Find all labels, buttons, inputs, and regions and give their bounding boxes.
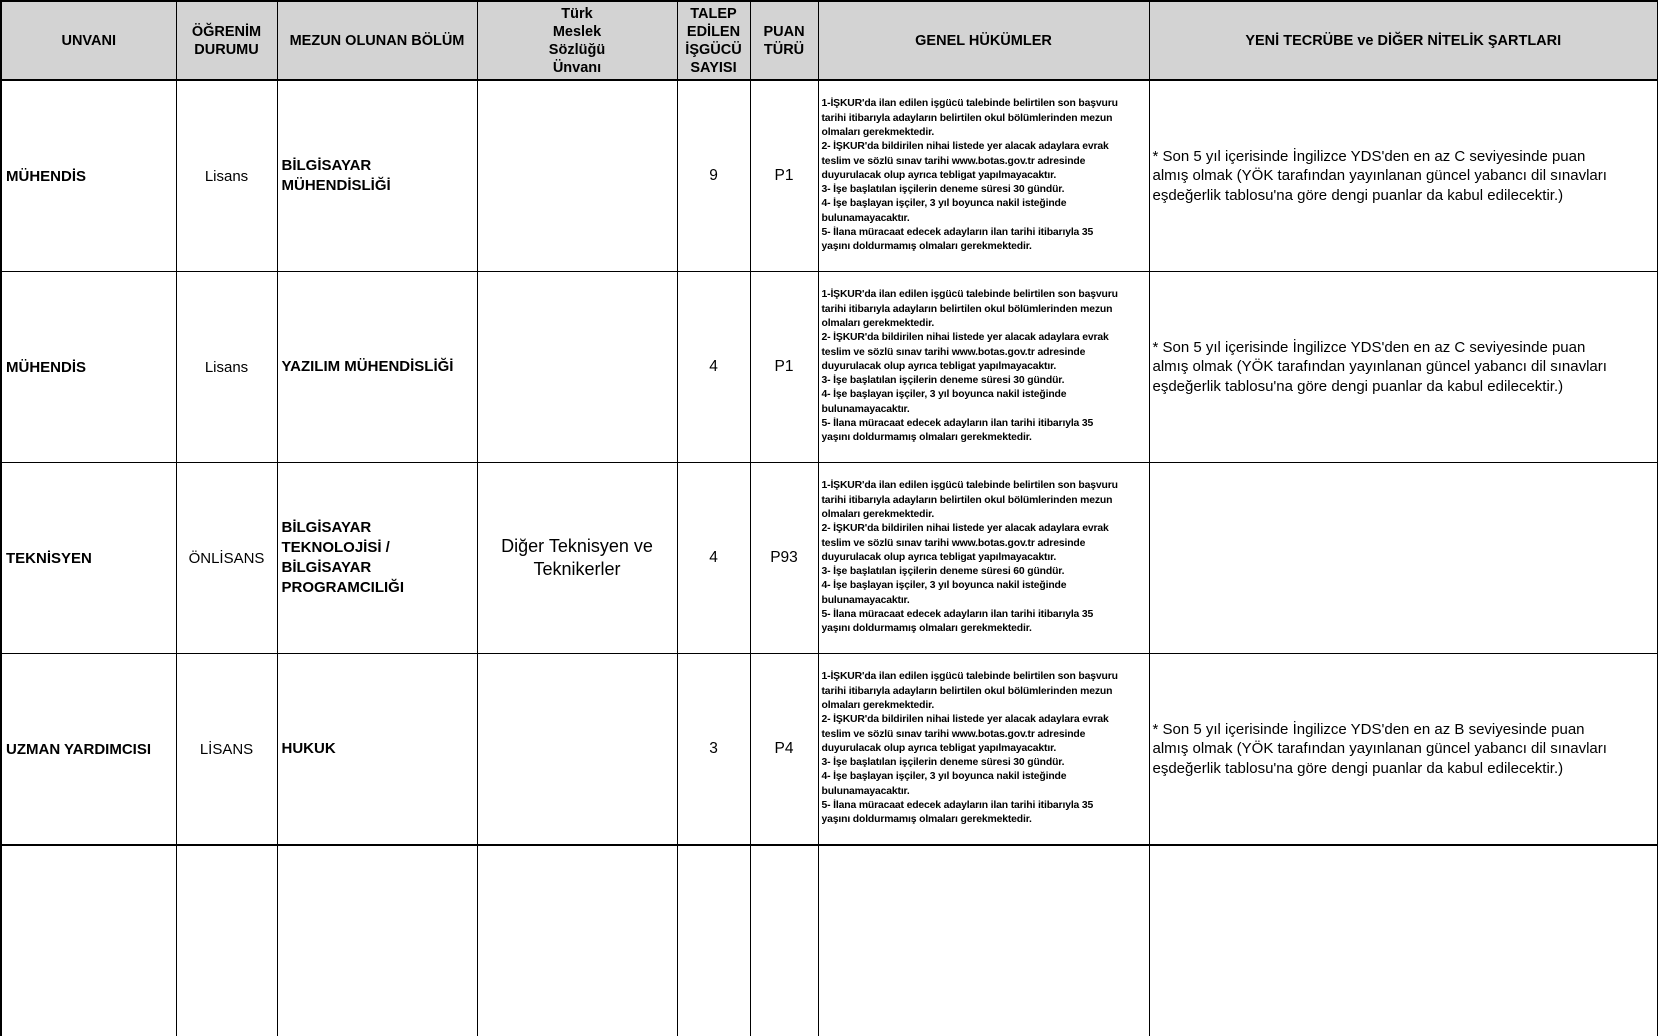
table-row: [1, 80, 1658, 272]
cell-ogrenim-durumu: [176, 272, 277, 463]
meslek-line: Diğer Teknisyen ve: [501, 536, 653, 556]
header-meslek-line: Sözlüğü: [548, 41, 606, 58]
genel-hukum-line: yaşını doldurmamış olmaları gerekmektedir.: [821, 623, 1032, 635]
header-mezun-bolum: [277, 1, 477, 80]
genel-hukum-line: duyurulacak olup ayrıca tebligat yapılmayacaktır.: [821, 742, 1057, 754]
genel-hukum-line: tarihi itibarıyla adayların belirtilen okul bölümlerinden mezun: [821, 685, 1113, 697]
header-puan-turu: [750, 1, 818, 80]
header-ogrenim-line: ÖĞRENİM: [191, 23, 262, 40]
ogrenim-text: LİSANS: [199, 740, 254, 758]
nitelik-line: eşdeğerlik tablosu'na göre dengi puanlar da kabul edilecektir.): [1152, 377, 1564, 395]
bolum-line: BİLGİSAYAR: [281, 519, 372, 536]
genel-hukum-line: 5- İlana müracaat edecek adayların ilan tarihi itibarıyla 35: [821, 418, 1094, 430]
genel-hukum-line: 2- İŞKUR'da bildirilen nihai listede yer alacak adaylara evrak: [821, 332, 1109, 344]
cell-puan-turu: [750, 463, 818, 654]
cell-genel-hukumler: [818, 80, 1149, 272]
cell-nitelik-sartlari: [1149, 80, 1658, 272]
genel-hukum-line: duyurulacak olup ayrıca tebligat yapılmayacaktır.: [821, 551, 1057, 563]
genel-hukum-line: teslim ve sözlü sınav tarihi www.botas.gov.tr adresinde: [821, 155, 1086, 167]
genel-hukum-line: 3- İşe başlatılan işçilerin deneme süresi 60 gündür.: [821, 566, 1065, 578]
empty-cell: [477, 845, 677, 1036]
table-row: [1, 463, 1658, 654]
empty-cell: [176, 845, 277, 1036]
header-puan-line: TÜRÜ: [763, 41, 805, 58]
genel-hukum-line: teslim ve sözlü sınav tarihi www.botas.gov.tr adresinde: [821, 537, 1086, 549]
genel-hukum-line: olmaları gerekmektedir.: [821, 317, 935, 329]
header-ogrenim-line: DURUMU: [194, 41, 259, 58]
genel-hukum-line: duyurulacak olup ayrıca tebligat yapılmayacaktır.: [821, 360, 1057, 372]
nitelik-line: almış olmak (YÖK tarafından yayınlanan güncel yabancı dil sınavları: [1152, 740, 1607, 758]
genel-hukum-line: 2- İŞKUR'da bildirilen nihai listede yer alacak adaylara evrak: [821, 714, 1109, 726]
unvani-text: TEKNİSYEN: [6, 549, 92, 567]
header-mezun-bolum-label: MEZUN OLUNAN BÖLÜM: [289, 32, 465, 49]
cell-talep-sayisi: [677, 463, 750, 654]
header-unvani-label: UNVANI: [61, 32, 116, 49]
genel-hukum-line: tarihi itibarıyla adayların belirtilen okul bölümlerinden mezun: [821, 303, 1113, 315]
genel-hukum-line: 5- İlana müracaat edecek adayların ilan tarihi itibarıyla 35: [821, 800, 1094, 812]
cell-mezun-bolum: [277, 463, 477, 654]
header-talep-line: İŞGÜCÜ: [685, 41, 742, 58]
genel-hukum-line: teslim ve sözlü sınav tarihi www.botas.gov.tr adresinde: [821, 728, 1086, 740]
ogrenim-text: ÖNLİSANS: [188, 549, 265, 567]
genel-hukum-line: 4- İşe başlayan işçiler, 3 yıl boyunca nakil isteğinde: [821, 771, 1067, 783]
empty-cell: [677, 845, 750, 1036]
sayi-text: 3: [709, 740, 718, 757]
bolum-line: HUKUK: [281, 740, 336, 757]
bolum-line: BİLGİSAYAR: [281, 559, 372, 576]
header-talep-line: TALEP: [690, 5, 737, 22]
genel-hukum-line: bulunamayacaktır.: [821, 785, 910, 797]
table-row-partial: [1, 845, 1658, 1036]
genel-hukum-line: 3- İşe başlatılan işçilerin deneme süresi 30 gündür.: [821, 184, 1065, 196]
nitelik-line: eşdeğerlik tablosu'na göre dengi puanlar da kabul edilecektir.): [1152, 186, 1564, 204]
cell-talep-sayisi: [677, 654, 750, 846]
genel-hukum-line: tarihi itibarıyla adayların belirtilen okul bölümlerinden mezun: [821, 112, 1113, 124]
cell-talep-sayisi: [677, 272, 750, 463]
empty-cell: [1, 845, 176, 1036]
puan-text: P4: [774, 740, 794, 757]
cell-meslek-sozlugu: [477, 80, 677, 272]
bolum-line: BİLGİSAYAR: [281, 157, 372, 174]
header-genel-hukumler: [818, 1, 1149, 80]
genel-hukum-line: 5- İlana müracaat edecek adayların ilan tarihi itibarıyla 35: [821, 227, 1094, 239]
genel-hukum-line: 1-İŞKUR'da ilan edilen işgücü talebinde belirtilen son başvuru: [821, 289, 1118, 301]
cell-meslek-sozlugu: [477, 654, 677, 846]
genel-hukum-line: 3- İşe başlatılan işçilerin deneme süresi 30 gündür.: [821, 375, 1065, 387]
cell-mezun-bolum: [277, 80, 477, 272]
header-unvani: [1, 1, 176, 80]
cell-genel-hukumler: [818, 272, 1149, 463]
cell-mezun-bolum: [277, 272, 477, 463]
genel-hukum-line: 2- İŞKUR'da bildirilen nihai listede yer alacak adaylara evrak: [821, 523, 1109, 535]
genel-hukum-line: 4- İşe başlayan işçiler, 3 yıl boyunca nakil isteğinde: [821, 389, 1067, 401]
bolum-line: YAZILIM MÜHENDİSLİĞİ: [281, 358, 454, 375]
header-meslek-line: Ünvanı: [552, 59, 602, 76]
nitelik-line: almış olmak (YÖK tarafından yayınlanan güncel yabancı dil sınavları: [1152, 358, 1607, 376]
puan-text: P93: [770, 549, 798, 566]
table-row: [1, 272, 1658, 463]
cell-meslek-sozlugu: [477, 272, 677, 463]
genel-hukum-line: 2- İŞKUR'da bildirilen nihai listede yer alacak adaylara evrak: [821, 141, 1109, 153]
unvani-text: MÜHENDİS: [6, 358, 87, 376]
genel-hukum-line: tarihi itibarıyla adayların belirtilen okul bölümlerinden mezun: [821, 494, 1113, 506]
cell-genel-hukumler: [818, 463, 1149, 654]
ogrenim-text: Lisans: [204, 167, 249, 185]
cell-nitelik-sartlari: [1149, 654, 1658, 846]
cell-unvani: [1, 463, 176, 654]
header-puan-line: PUAN: [763, 23, 805, 40]
header-meslek-line: Meslek: [552, 23, 602, 40]
bolum-line: MÜHENDİSLİĞİ: [281, 177, 391, 194]
header-ogrenim-durumu: [176, 1, 277, 80]
nitelik-line: eşdeğerlik tablosu'na göre dengi puanlar da kabul edilecektir.): [1152, 759, 1564, 777]
nitelik-line: * Son 5 yıl içerisinde İngilizce YDS'den en az B seviyesinde puan: [1152, 720, 1585, 738]
sayi-text: 4: [709, 549, 718, 566]
cell-ogrenim-durumu: [176, 463, 277, 654]
header-nitelik-sartlari: [1149, 1, 1658, 80]
cell-unvani: [1, 654, 176, 846]
genel-hukum-line: 3- İşe başlatılan işçilerin deneme süresi 30 gündür.: [821, 757, 1065, 769]
unvani-text: UZMAN YARDIMCISI: [6, 740, 152, 758]
cell-unvani: [1, 80, 176, 272]
header-meslek-line: Türk: [561, 5, 593, 22]
header-row: [1, 1, 1658, 80]
nitelik-line: * Son 5 yıl içerisinde İngilizce YDS'den en az C seviyesinde puan: [1152, 338, 1586, 356]
table-row: [1, 654, 1658, 846]
cell-meslek-sozlugu: [477, 463, 677, 654]
cell-mezun-bolum: [277, 654, 477, 846]
genel-hukum-line: bulunamayacaktır.: [821, 594, 910, 606]
genel-hukum-line: duyurulacak olup ayrıca tebligat yapılmayacaktır.: [821, 169, 1057, 181]
genel-hukum-line: 5- İlana müracaat edecek adayların ilan tarihi itibarıyla 35: [821, 609, 1094, 621]
genel-hukum-line: teslim ve sözlü sınav tarihi www.botas.gov.tr adresinde: [821, 346, 1086, 358]
puan-text: P1: [774, 167, 794, 184]
meslek-line: Teknikerler: [533, 559, 621, 579]
cell-genel-hukumler: [818, 654, 1149, 846]
genel-hukum-line: 1-İŞKUR'da ilan edilen işgücü talebinde belirtilen son başvuru: [821, 480, 1118, 492]
cell-puan-turu: [750, 80, 818, 272]
header-talep-line: EDİLEN: [686, 23, 741, 40]
cell-unvani: [1, 272, 176, 463]
unvani-text: MÜHENDİS: [6, 167, 87, 185]
cell-puan-turu: [750, 272, 818, 463]
header-nitelik-label: YENİ TECRÜBE ve DİĞER NİTELİK ŞARTLARI: [1245, 32, 1562, 49]
genel-hukum-line: 4- İşe başlayan işçiler, 3 yıl boyunca nakil isteğinde: [821, 198, 1067, 210]
genel-hukum-line: bulunamayacaktır.: [821, 403, 910, 415]
cell-nitelik-sartlari: [1149, 272, 1658, 463]
header-meslek-sozlugu: [477, 1, 677, 80]
cell-puan-turu: [750, 654, 818, 846]
nitelik-line: almış olmak (YÖK tarafından yayınlanan güncel yabancı dil sınavları: [1152, 167, 1607, 185]
empty-cell: [818, 845, 1149, 1036]
genel-hukum-line: yaşını doldurmamış olmaları gerekmektedir.: [821, 814, 1032, 826]
genel-hukum-line: 1-İŞKUR'da ilan edilen işgücü talebinde belirtilen son başvuru: [821, 671, 1118, 683]
header-talep-line: SAYISI: [690, 59, 737, 76]
bolum-line: TEKNOLOJİSİ /: [281, 539, 390, 556]
genel-hukum-line: yaşını doldurmamış olmaları gerekmektedir.: [821, 241, 1032, 253]
sayi-text: 4: [709, 358, 718, 375]
ogrenim-text: Lisans: [204, 358, 249, 376]
cell-talep-sayisi: [677, 80, 750, 272]
empty-cell: [750, 845, 818, 1036]
genel-hukum-line: yaşını doldurmamış olmaları gerekmektedir.: [821, 432, 1032, 444]
nitelik-line: * Son 5 yıl içerisinde İngilizce YDS'den en az C seviyesinde puan: [1152, 147, 1586, 165]
header-talep-sayisi: [677, 1, 750, 80]
empty-cell: [1149, 845, 1658, 1036]
cell-ogrenim-durumu: [176, 654, 277, 846]
header-genel-hukumler-label: GENEL HÜKÜMLER: [915, 32, 1052, 49]
sayi-text: 9: [709, 167, 718, 184]
cell-ogrenim-durumu: [176, 80, 277, 272]
genel-hukum-line: olmaları gerekmektedir.: [821, 508, 935, 520]
genel-hukum-line: 4- İşe başlayan işçiler, 3 yıl boyunca nakil isteğinde: [821, 580, 1067, 592]
bolum-line: PROGRAMCILIĞI: [281, 579, 404, 596]
cell-nitelik-sartlari: [1149, 463, 1658, 654]
puan-text: P1: [774, 358, 794, 375]
genel-hukum-line: 1-İŞKUR'da ilan edilen işgücü talebinde belirtilen son başvuru: [821, 98, 1118, 110]
genel-hukum-line: olmaları gerekmektedir.: [821, 126, 935, 138]
genel-hukum-line: olmaları gerekmektedir.: [821, 699, 935, 711]
empty-cell: [277, 845, 477, 1036]
genel-hukum-line: bulunamayacaktır.: [821, 212, 910, 224]
